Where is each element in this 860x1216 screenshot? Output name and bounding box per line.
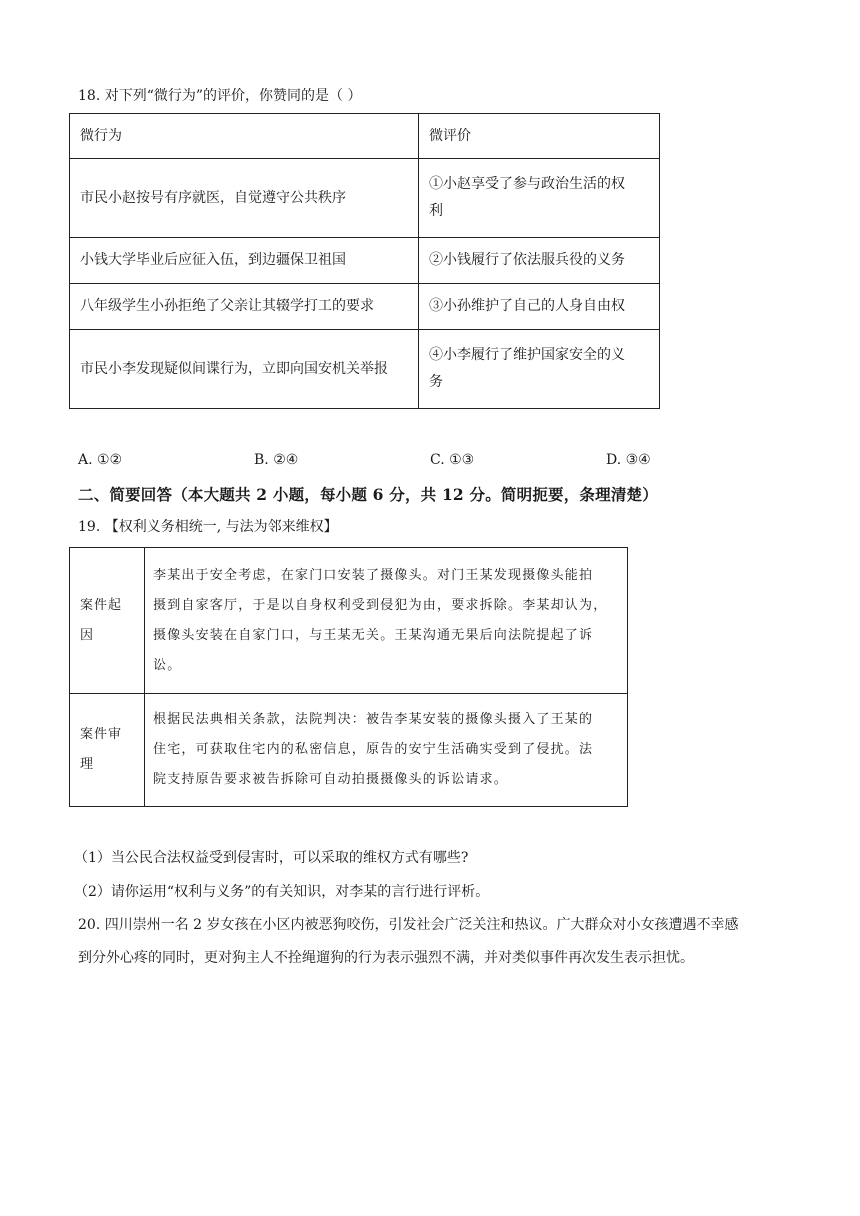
q18-row1-eval-line2: 利 xyxy=(429,203,443,219)
q18-table xyxy=(69,113,660,409)
q18-option-c: C. ①③ xyxy=(430,452,475,468)
q18-option-d: D. ③④ xyxy=(606,452,651,468)
q18-header-evaluation: 微评价 xyxy=(419,114,660,159)
q18-row4-eval-line2: 务 xyxy=(429,374,443,390)
q19-subquestion-1: （1）当公民合法权益受到侵害时，可以采取的维权方式有哪些? xyxy=(74,850,469,866)
q19-cause-line-4: 讼。 xyxy=(153,657,182,673)
q18-option-a: A. ①② xyxy=(78,452,123,468)
q18-row1-evaluation xyxy=(419,159,660,238)
q18-row4-eval-line1: ④小李履行了维护国家安全的义 xyxy=(429,347,625,363)
q19-cause-line-2: 摄到自家客厅，于是以自身权利受到侵犯为由，要求拆除。李某却认为， xyxy=(153,597,608,613)
q20-line-2: 到分外心疼的同时，更对狗主人不拴绳遛狗的行为表示强烈不满，并对类似事件再次发生表示担忧。 xyxy=(78,950,694,966)
q19-cause-text xyxy=(145,548,628,694)
q18-row2-behavior: 小钱大学毕业后应征入伍，到边疆保卫祖国 xyxy=(70,238,419,284)
q20-line-1: 20. 四川崇州一名 2 岁女孩在小区内被恶狗咬伤，引发社会广泛关注和热议。广大群众对小女孩遭遇不幸感 xyxy=(78,917,739,933)
q19-cause-line-1: 李某出于安全考虑，在家门口安装了摄像头。对门王某发现摄像头能拍 xyxy=(153,567,594,583)
q19-label-cause-line2: 因 xyxy=(80,627,95,643)
q19-label-trial-line2: 理 xyxy=(80,757,95,772)
q18-row1-behavior: 市民小赵按号有序就医，自觉遵守公共秩序 xyxy=(70,159,419,238)
q18-row2-evaluation: ②小钱履行了依法服兵役的义务 xyxy=(419,238,660,284)
q20-paragraph xyxy=(78,909,838,975)
q18-row4-evaluation xyxy=(419,330,660,409)
q18-row3-evaluation: ③小孙维护了自己的人身自由权 xyxy=(419,284,660,330)
q19-label-cause xyxy=(70,548,145,694)
q19-cause-line-3: 摄像头安装在自家门口，与王某无关。王某沟通无果后向法院提起了诉 xyxy=(153,627,594,643)
q18-option-b: B. ②④ xyxy=(254,452,299,468)
q18-header-behavior: 微行为 xyxy=(70,114,419,159)
q18-row3-behavior: 八年级学生小孙拒绝了父亲让其辍学打工的要求 xyxy=(70,284,419,330)
q19-case-table xyxy=(69,547,628,807)
q19-label-trial-line1: 案件审 xyxy=(80,727,123,742)
q19-label-cause-line1: 案件起 xyxy=(80,597,123,613)
q18-row1-eval-line1: ①小赵享受了参与政治生活的权 xyxy=(429,176,625,192)
q19-stem: 19. 【权利义务相统一, 与法为邻来维权】 xyxy=(78,519,338,535)
q19-label-trial xyxy=(70,694,145,807)
q19-trial-line-2: 住宅，可获取住宅内的私密信息，原告的安宁生活确实受到了侵扰。法 xyxy=(153,742,594,757)
q18-row4-behavior: 市民小李发现疑似间谍行为，立即向国安机关举报 xyxy=(70,330,419,409)
q19-trial-text xyxy=(145,694,628,807)
q19-trial-line-1: 根据民法典相关条款，法院判决：被告李某安装的摄像头摄入了王某的 xyxy=(153,712,594,727)
section-2-title: 二、简要回答（本大题共 2 小题，每小题 6 分，共 12 分。简明扼要，条理清楚） xyxy=(78,485,658,504)
q19-subquestion-2: （2）请你运用“权利与义务”的有关知识，对李某的言行进行评析。 xyxy=(74,884,490,900)
q18-stem: 18. 对下列“微行为”的评价，你赞同的是（ ） xyxy=(78,88,362,104)
q19-trial-line-3: 院支持原告要求被告拆除可自动拍摄摄像头的诉讼请求。 xyxy=(153,772,509,787)
